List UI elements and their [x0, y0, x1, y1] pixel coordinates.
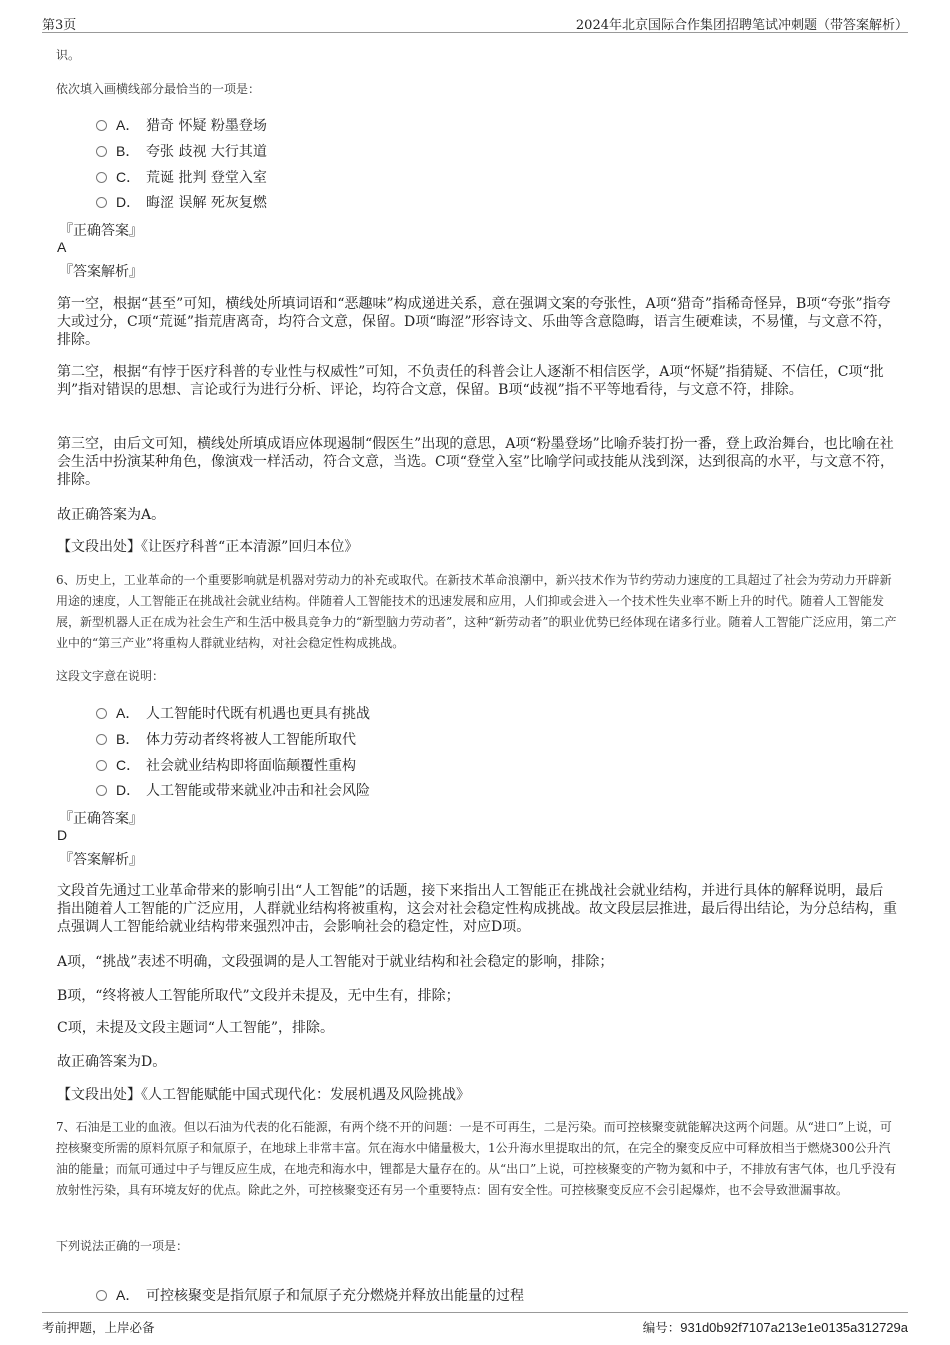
- q6-analysis-label: 『答案解析』: [59, 852, 143, 868]
- q5-analysis-paragraph: 第一空，根据“甚至”可知，横线处所填词语和“恶趣味”构成递进关系，意在强调文案的夸张性，A项“猎奇”指稀奇怪异，B项“夸张”指夸大或过分，C项“荒诞”指荒唐离奇，均符合文意，保留。D项“晦涩”形容诗文、乐曲等含意隐晦，语言生硬难读，不易懂，与文意不符，排除。: [57, 296, 892, 348]
- q6-analysis-paragraph: A项，“挑战”表述不明确，文段强调的是人工智能对于就业结构和社会稳定的影响，排除；: [57, 954, 614, 970]
- q5-analysis-paragraph: 第二空，根据“有悖于医疗科普的专业性与权威性”可知，不负责任的科普会让人逐渐不相信医学，A项“怀疑”指猜疑、不信任，C项“批判”指对错误的思想、言论或行为进行分析、评论，均符合文意，保留。B项“歧视”指不平等地看待，与文意不符，排除。: [57, 364, 884, 398]
- radio-icon[interactable]: [96, 1290, 107, 1301]
- radio-icon[interactable]: [96, 120, 107, 131]
- radio-icon[interactable]: [96, 760, 107, 771]
- document-code: [643, 1318, 908, 1336]
- q5-source: 【文段出处】《让医疗科普“正本清源”回归本位》: [57, 539, 359, 555]
- q6-answer-label: 『正确答案』: [59, 811, 143, 827]
- q7-stem: 7、石油是工业的血液。但以石油为代表的化石能源，有两个绕不开的问题：一是不可再生，二是污染。而可控核聚变就能解决这两个问题。从“进口”上说，可控核聚变所需的原料氘原子和氚原子，在地球上非常丰富。氘在海水中储量极大，1公升海水里提取出的氘，在完全的聚变反应中可释放相当于燃烧300公升汽油的能量；而氚可通过中子与锂反应生成，在地壳和海水中，锂都是大量存在的。从“出口”上说，可控核聚变的产物为氦和中子，不排放有害气体，也几乎没有放射性污染，具有环境友好的优点。除此之外，可控核聚变还有另一个重要特点：固有安全性。可控核聚变反应不会引起爆炸，也不会导致泄漏事故。: [56, 1120, 897, 1197]
- q5-answer-label: 『正确答案』: [59, 223, 143, 239]
- q5-answer: A: [57, 239, 67, 255]
- radio-icon[interactable]: [96, 146, 107, 157]
- radio-icon[interactable]: [96, 708, 107, 719]
- q5-option-a[interactable]: A． 猎奇 怀疑 粉墨登场: [96, 115, 267, 135]
- q5-prompt: 依次填入画横线部分最恰当的一项是：: [56, 82, 261, 96]
- code-label: 编号：: [642, 1320, 681, 1335]
- q6-option-d[interactable]: D． 人工智能或带来就业冲击和社会风险: [96, 780, 370, 800]
- q6-option-c[interactable]: C． 社会就业结构即将面临颠覆性重构: [96, 755, 356, 775]
- radio-icon[interactable]: [96, 197, 107, 208]
- q6-source: 【文段出处】《人工智能赋能中国式现代化：发展机遇及风险挑战》: [57, 1087, 470, 1103]
- q6-conclusion: 故正确答案为D。: [57, 1054, 167, 1070]
- q5-analysis-paragraph: 第三空，由后文可知，横线处所填成语应体现遏制“假医生”出现的意思，A项“粉墨登场”比喻乔装打扮一番，登上政治舞台，也比喻在社会生活中扮演某种角色，像演戏一样活动，符合文意，当选。C项“登堂入室”比喻学问或技能从浅到深，达到很高的水平，与文意不符，排除。: [57, 436, 895, 488]
- q6-analysis-paragraph: C项，未提及文段主题词“人工智能”，排除。: [57, 1020, 335, 1036]
- radio-icon[interactable]: [96, 172, 107, 183]
- q6-option-a[interactable]: A． 人工智能时代既有机遇也更具有挑战: [96, 703, 370, 723]
- q6-analysis-paragraph: B项，“终将被人工智能所取代”文段并未提及，无中生有，排除；: [57, 988, 460, 1004]
- radio-icon[interactable]: [96, 734, 107, 745]
- q7-option-a[interactable]: A． 可控核聚变是指氘原子和氚原子充分燃烧并释放出能量的过程: [96, 1285, 524, 1305]
- q6-prompt: 这段文字意在说明：: [56, 669, 165, 683]
- q7-prompt: 下列说法正确的一项是：: [56, 1239, 189, 1253]
- footer-slogan: 考前押题，上岸必备: [42, 1320, 155, 1335]
- radio-icon[interactable]: [96, 785, 107, 796]
- q6-answer: D: [57, 827, 68, 843]
- page-footer: [42, 1312, 908, 1337]
- q5-analysis-label: 『答案解析』: [59, 264, 143, 280]
- page-header: [42, 8, 908, 33]
- q5-option-b[interactable]: B． 夸张 歧视 大行其道: [96, 141, 267, 161]
- top-fragment: 识。: [56, 48, 81, 62]
- q5-option-c[interactable]: C． 荒诞 批判 登堂入室: [96, 167, 267, 187]
- q6-option-b[interactable]: B． 体力劳动者终将被人工智能所取代: [96, 729, 356, 749]
- page-number: 第3页: [42, 18, 77, 33]
- q6-stem: 6、历史上，工业革命的一个重要影响就是机器对劳动力的补充或取代。在新技术革命浪潮中，新兴技术作为节约劳动力速度的工具超过了社会为劳动力开辟新用途的速度，人工智能正在挑战社会就业结构。伴随着人工智能技术的迅速发展和应用，人们抑或会进入一个技术性失业率不断上升的时代。随着人工智能发展，新型机器人正在成为社会生产和生活中极具竞争力的“新型脑力劳动者”，这种“新劳动者”的职业优势已经体现在诸多行业。随着人工智能广泛应用，第二产业中的“第三产业”将重构人群就业结构，对社会稳定性构成挑战。: [56, 573, 897, 650]
- q5-conclusion: 故正确答案为A。: [57, 507, 166, 523]
- document-title: 2024年北京国际合作集团招聘笔试冲刺题（带答案解析）: [575, 18, 908, 33]
- code-value: 931d0b92f7107a213e1e0135a312729a: [680, 1320, 908, 1335]
- q6-analysis-paragraph: 文段首先通过工业革命带来的影响引出“人工智能”的话题，接下来指出人工智能正在挑战社会就业结构，并进行具体的解释说明，最后指出随着人工智能的广泛应用，人群就业结构将被重构，这会对社会稳定性构成挑战。故文段层层推进，最后得出结论，为分总结构，重点强调人工智能给就业结构带来强烈冲击，会影响社会的稳定性，对应D项。: [57, 883, 897, 935]
- q5-option-d[interactable]: D． 晦涩 误解 死灰复燃: [96, 192, 267, 212]
